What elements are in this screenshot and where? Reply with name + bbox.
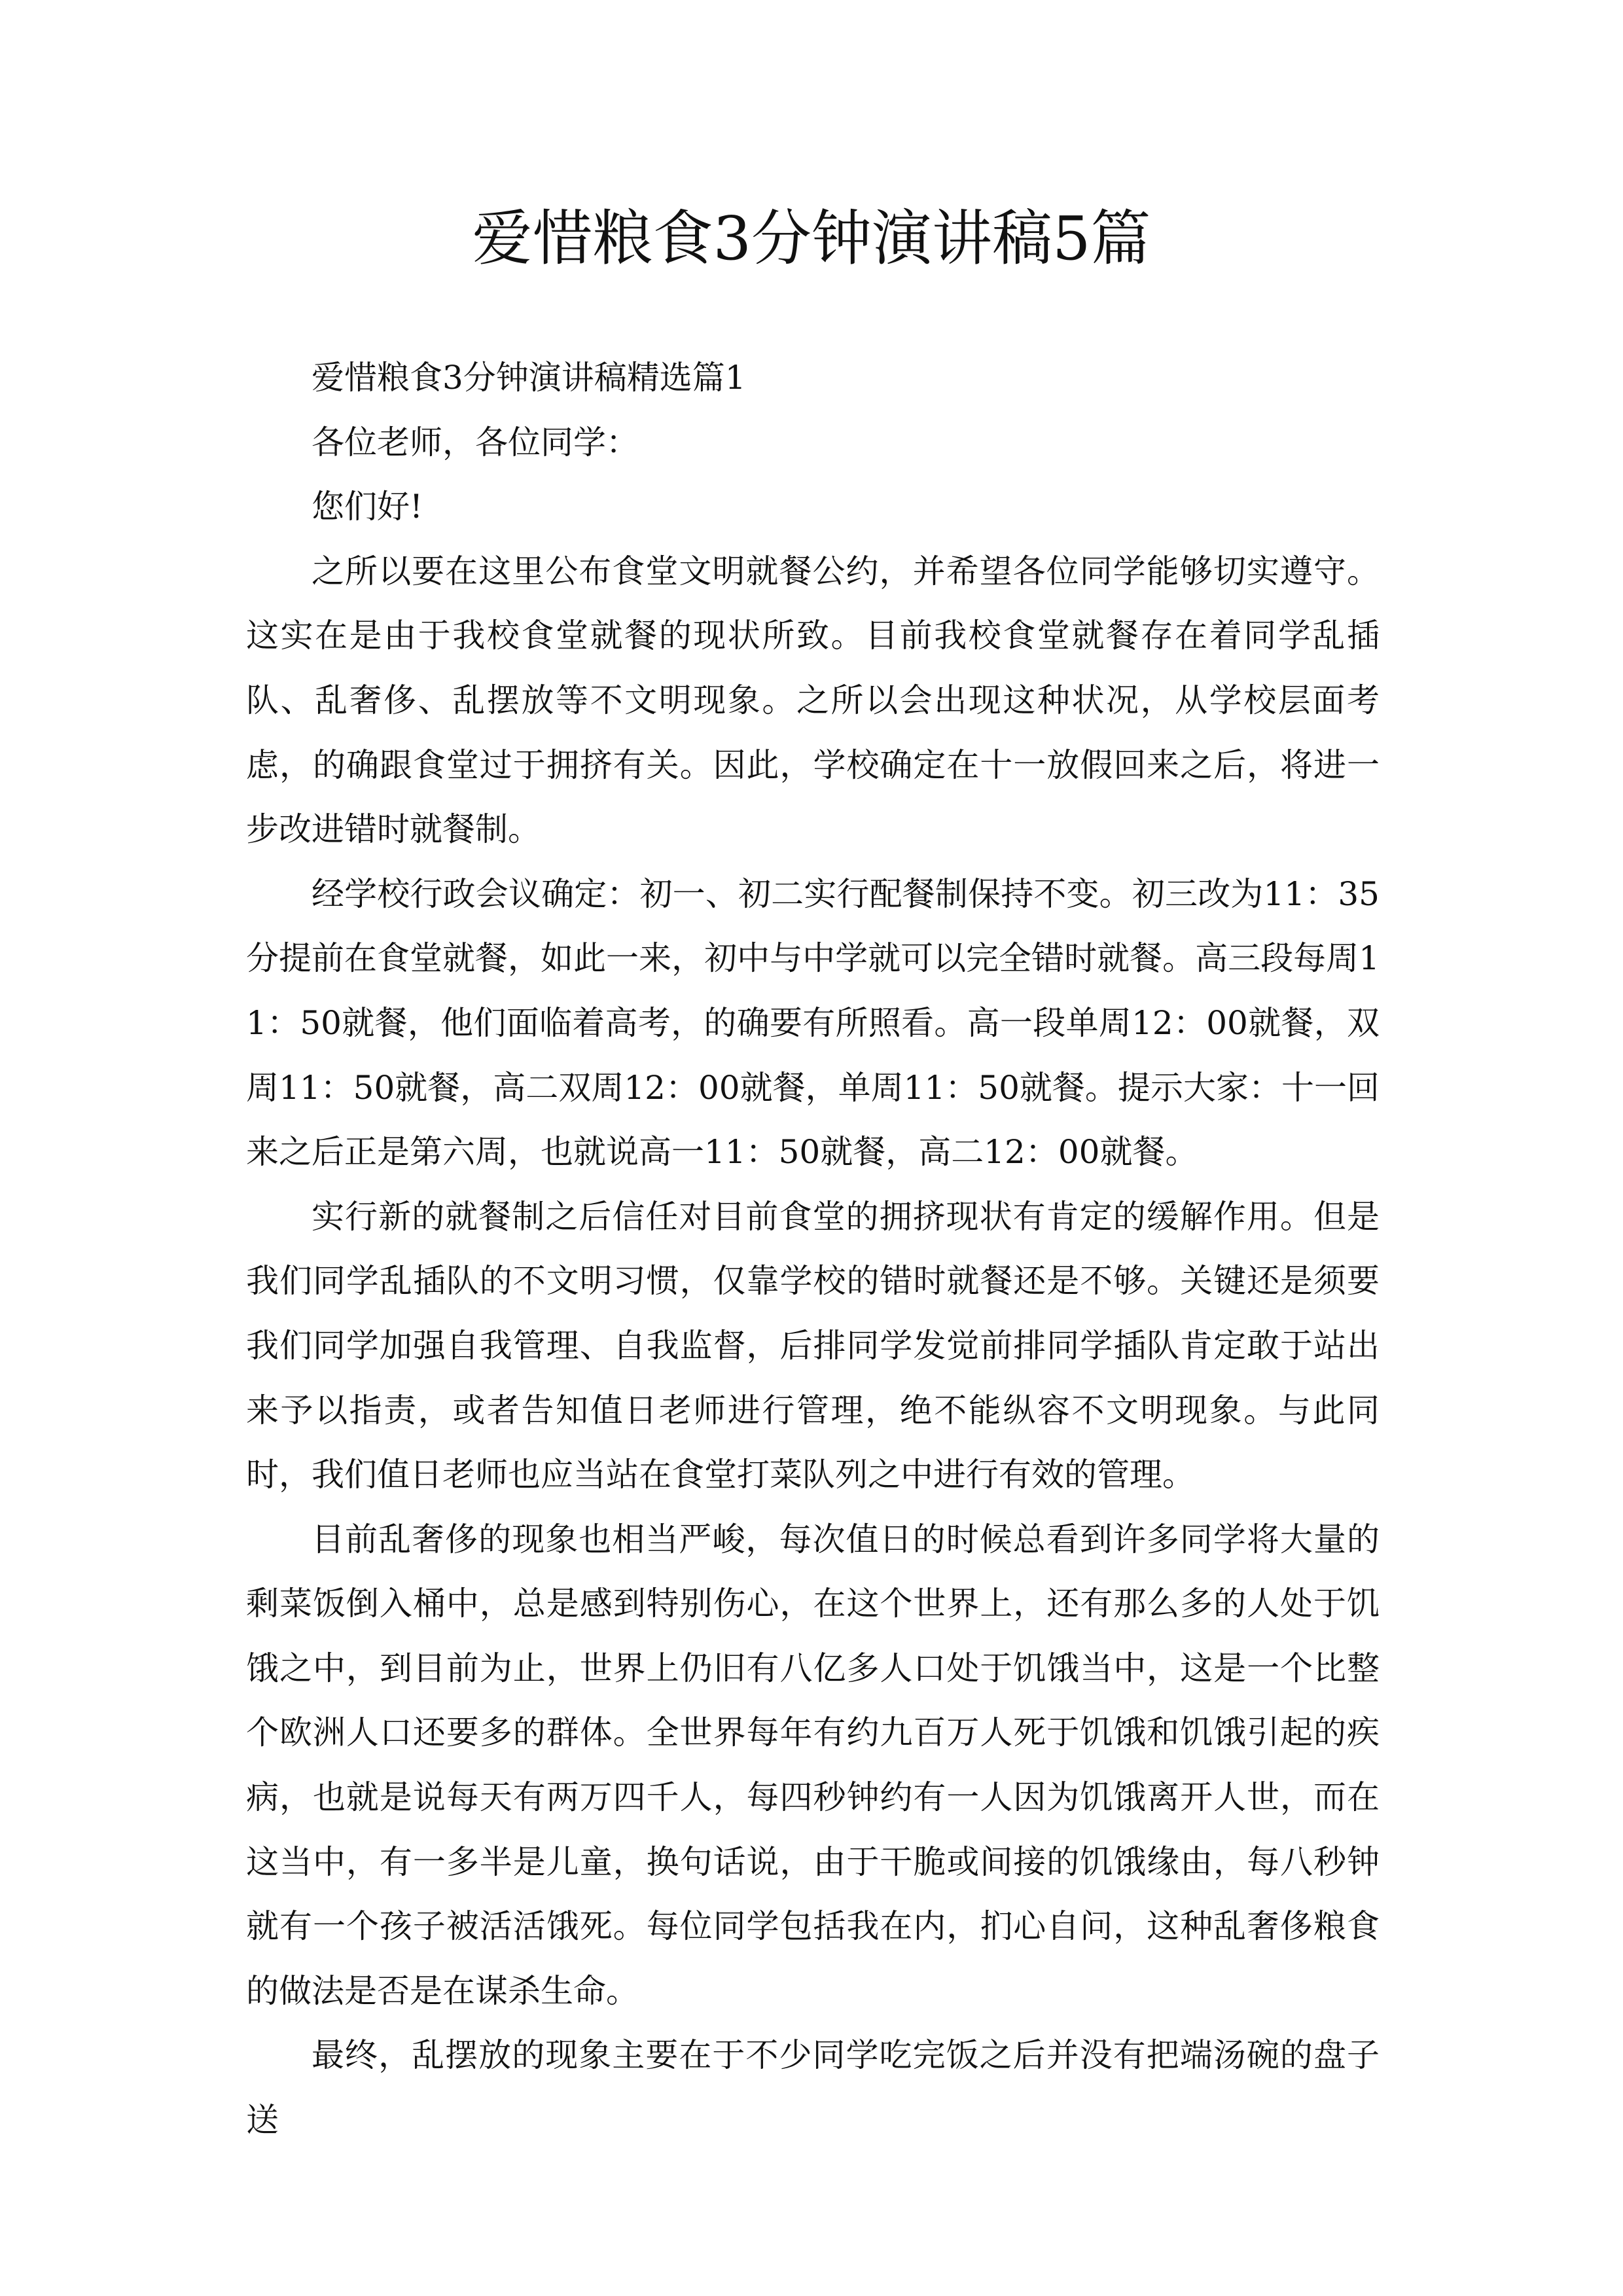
salutation: 各位老师，各位同学：	[312, 423, 639, 461]
paragraph: 之所以要在这里公布食堂文明就餐公约，并希望各位同学能够切实遵守。这实在是由于我校食堂就餐的现状所致。目前我校食堂就餐存在着同学乱插队、乱奢侈、乱摆放等不文明现象。之所以会出现这种状况，从学校层面考虑，的确跟食堂过于拥挤有关。因此，学校确定在十一放假回来之后，将进一步改进错时就餐制。	[246, 552, 1380, 849]
greeting: 您们好!	[312, 488, 423, 526]
paragraph: 实行新的就餐制之后信任对目前食堂的拥挤现状有肯定的缓解作用。但是我们同学乱插队的不文明习惯，仅靠学校的错时就餐还是不够。关键还是须要我们同学加强自我管理、自我监督，后排同学发觉前排同学插队肯定敢于站出来予以指责，或者告知值日老师进行管理，绝不能纵容不文明现象。与此同时，我们值日老师也应当站在食堂打菜队列之中进行有效的管理。	[246, 1197, 1380, 1494]
paragraph: 经学校行政会议确定：初一、初二实行配餐制保持不变。初三改为11：35分提前在食堂就餐，如此一来，初中与中学就可以完全错时就餐。高三段每周11：50就餐，他们面临着高考，的确要有所照看。高一段单周12：00就餐，双周11：50就餐，高二双周12：00就餐，单周11：50就餐。提示大家：十一回来之后正是第六周，也就说高一11：50就餐，高二12：00就餐。	[246, 874, 1380, 1172]
document-title: 爱惜粮食3分钟演讲稿5篇	[472, 204, 1151, 274]
section-heading: 爱惜粮食3分钟演讲稿精选篇1	[312, 359, 746, 397]
document-body	[246, 346, 1380, 2153]
paragraph: 目前乱奢侈的现象也相当严峻，每次值日的时候总看到许多同学将大量的剩菜饭倒入桶中，总是感到特别伤心，在这个世界上，还有那么多的人处于饥饿之中，到目前为止，世界上仍旧有八亿多人口处于饥饿当中，这是一个比整个欧洲人口还要多的群体。全世界每年有约九百万人死于饥饿和饥饿引起的疾病，也就是说每天有两万四千人，每四秒钟约有一人因为饥饿离开人世，而在这当中，有一多半是儿童，换句话说，由于干脆或间接的饥饿缘由，每八秒钟就有一个孩子被活活饿死。每位同学包括我在内，扪心自问，这种乱奢侈粮食的做法是否是在谋杀生命。	[246, 1520, 1380, 2010]
paragraph: 最终，乱摆放的现象主要在于不少同学吃完饭之后并没有把端汤碗的盘子送	[246, 2036, 1380, 2140]
